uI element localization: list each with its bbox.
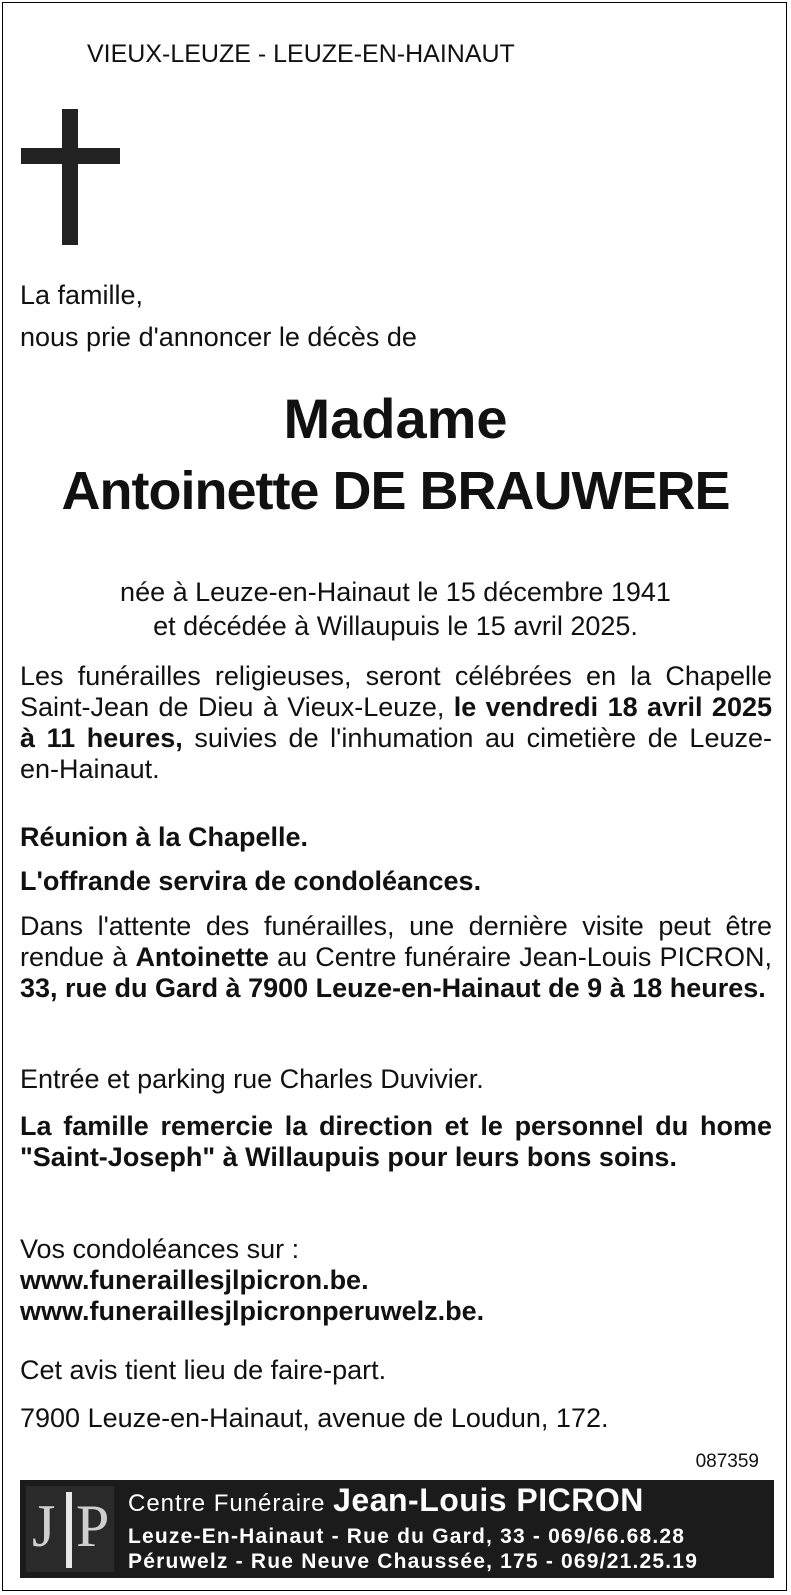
logo-letter-p: P	[76, 1493, 110, 1559]
funeral-home-banner	[20, 1480, 774, 1578]
funeral-paragraph	[20, 661, 772, 785]
birth-line: née à Leuze-en-Hainaut le 15 décembre 1941	[120, 577, 671, 607]
notice-frame	[2, 2, 787, 1591]
funeral-home-title	[128, 1482, 644, 1519]
logo-letter-j: J	[32, 1493, 56, 1559]
address-line: 7900 Leuze-en-Hainaut, avenue de Loudun, 172.	[20, 1403, 609, 1433]
funeral-home-address-2: Péruwelz - Rue Neuve Chaussée, 175 - 069/21.25.19	[128, 1550, 699, 1573]
funeral-home-label: Centre Funéraire	[128, 1490, 334, 1517]
death-line: et décédée à Willaupuis le 15 avril 2025.	[153, 611, 638, 641]
condolences-label: Vos condoléances sur :	[20, 1234, 300, 1264]
funeral-home-company: Jean-Louis PICRON	[333, 1482, 644, 1518]
deceased-name: Antoinette DE BRAUWERE	[61, 461, 730, 521]
cross-horizontal-bar	[21, 148, 120, 164]
funeral-home-address-1: Leuze-En-Hainaut - Rue du Gard, 33 - 069/66.68.28	[128, 1525, 686, 1548]
condolences-link-1[interactable]: www.funeraillesjlpicron.be.	[20, 1265, 369, 1295]
header-place: VIEUX-LEUZE - LEUZE-EN-HAINAUT	[87, 40, 515, 68]
deceased-title: Madame	[283, 387, 508, 450]
visit-address-bold: 33, rue du Gard à 7900 Leuze-en-Hainaut de 9 à 18 heures.	[20, 973, 766, 1003]
logo-bar	[66, 1492, 72, 1568]
visit-text-a: Dans l'attente des funérailles, une dernière visite peut être rendue à	[20, 911, 772, 972]
parking-line: Entrée et parking rue Charles Duvivier.	[20, 1064, 484, 1094]
condolences-link-2[interactable]: www.funeraillesjlpicronperuwelz.be.	[20, 1296, 485, 1326]
reunion-line: Réunion à la Chapelle.	[20, 822, 309, 852]
visit-text-c: au Centre funéraire Jean-Louis PICRON,	[268, 942, 772, 972]
condolences-block	[20, 1234, 772, 1327]
visit-name-bold: Antoinette	[135, 942, 269, 972]
funeral-text-c: suivies de l'inhumation au cimetière de Leuze-en-Hainaut.	[20, 723, 772, 784]
intro-line-2: nous prie d'annoncer le décès de	[20, 322, 417, 352]
offrande-line: L'offrande servira de condoléances.	[20, 866, 482, 896]
cross-vertical-bar	[62, 109, 78, 245]
jlp-logo	[26, 1486, 114, 1572]
funeral-text-a: Les funérailles religieuses, seront célébrées en la Chapelle Saint-Jean de Dieu à Vieux-Leuze,	[20, 661, 772, 722]
funeral-date-bold: le vendredi 18 avril 2025 à 11 heures,	[20, 692, 772, 753]
reference-number: 087359	[695, 1451, 759, 1472]
visit-paragraph	[20, 911, 772, 1004]
intro-line-1: La famille,	[20, 280, 144, 310]
intro-text	[20, 274, 417, 358]
thanks-paragraph: La famille remercie la direction et le personnel du home "Saint-Joseph" à Willaupuis pour leurs bons soins.	[20, 1111, 772, 1172]
dates-block	[0, 575, 791, 643]
faire-part-line: Cet avis tient lieu de faire-part.	[20, 1355, 387, 1385]
